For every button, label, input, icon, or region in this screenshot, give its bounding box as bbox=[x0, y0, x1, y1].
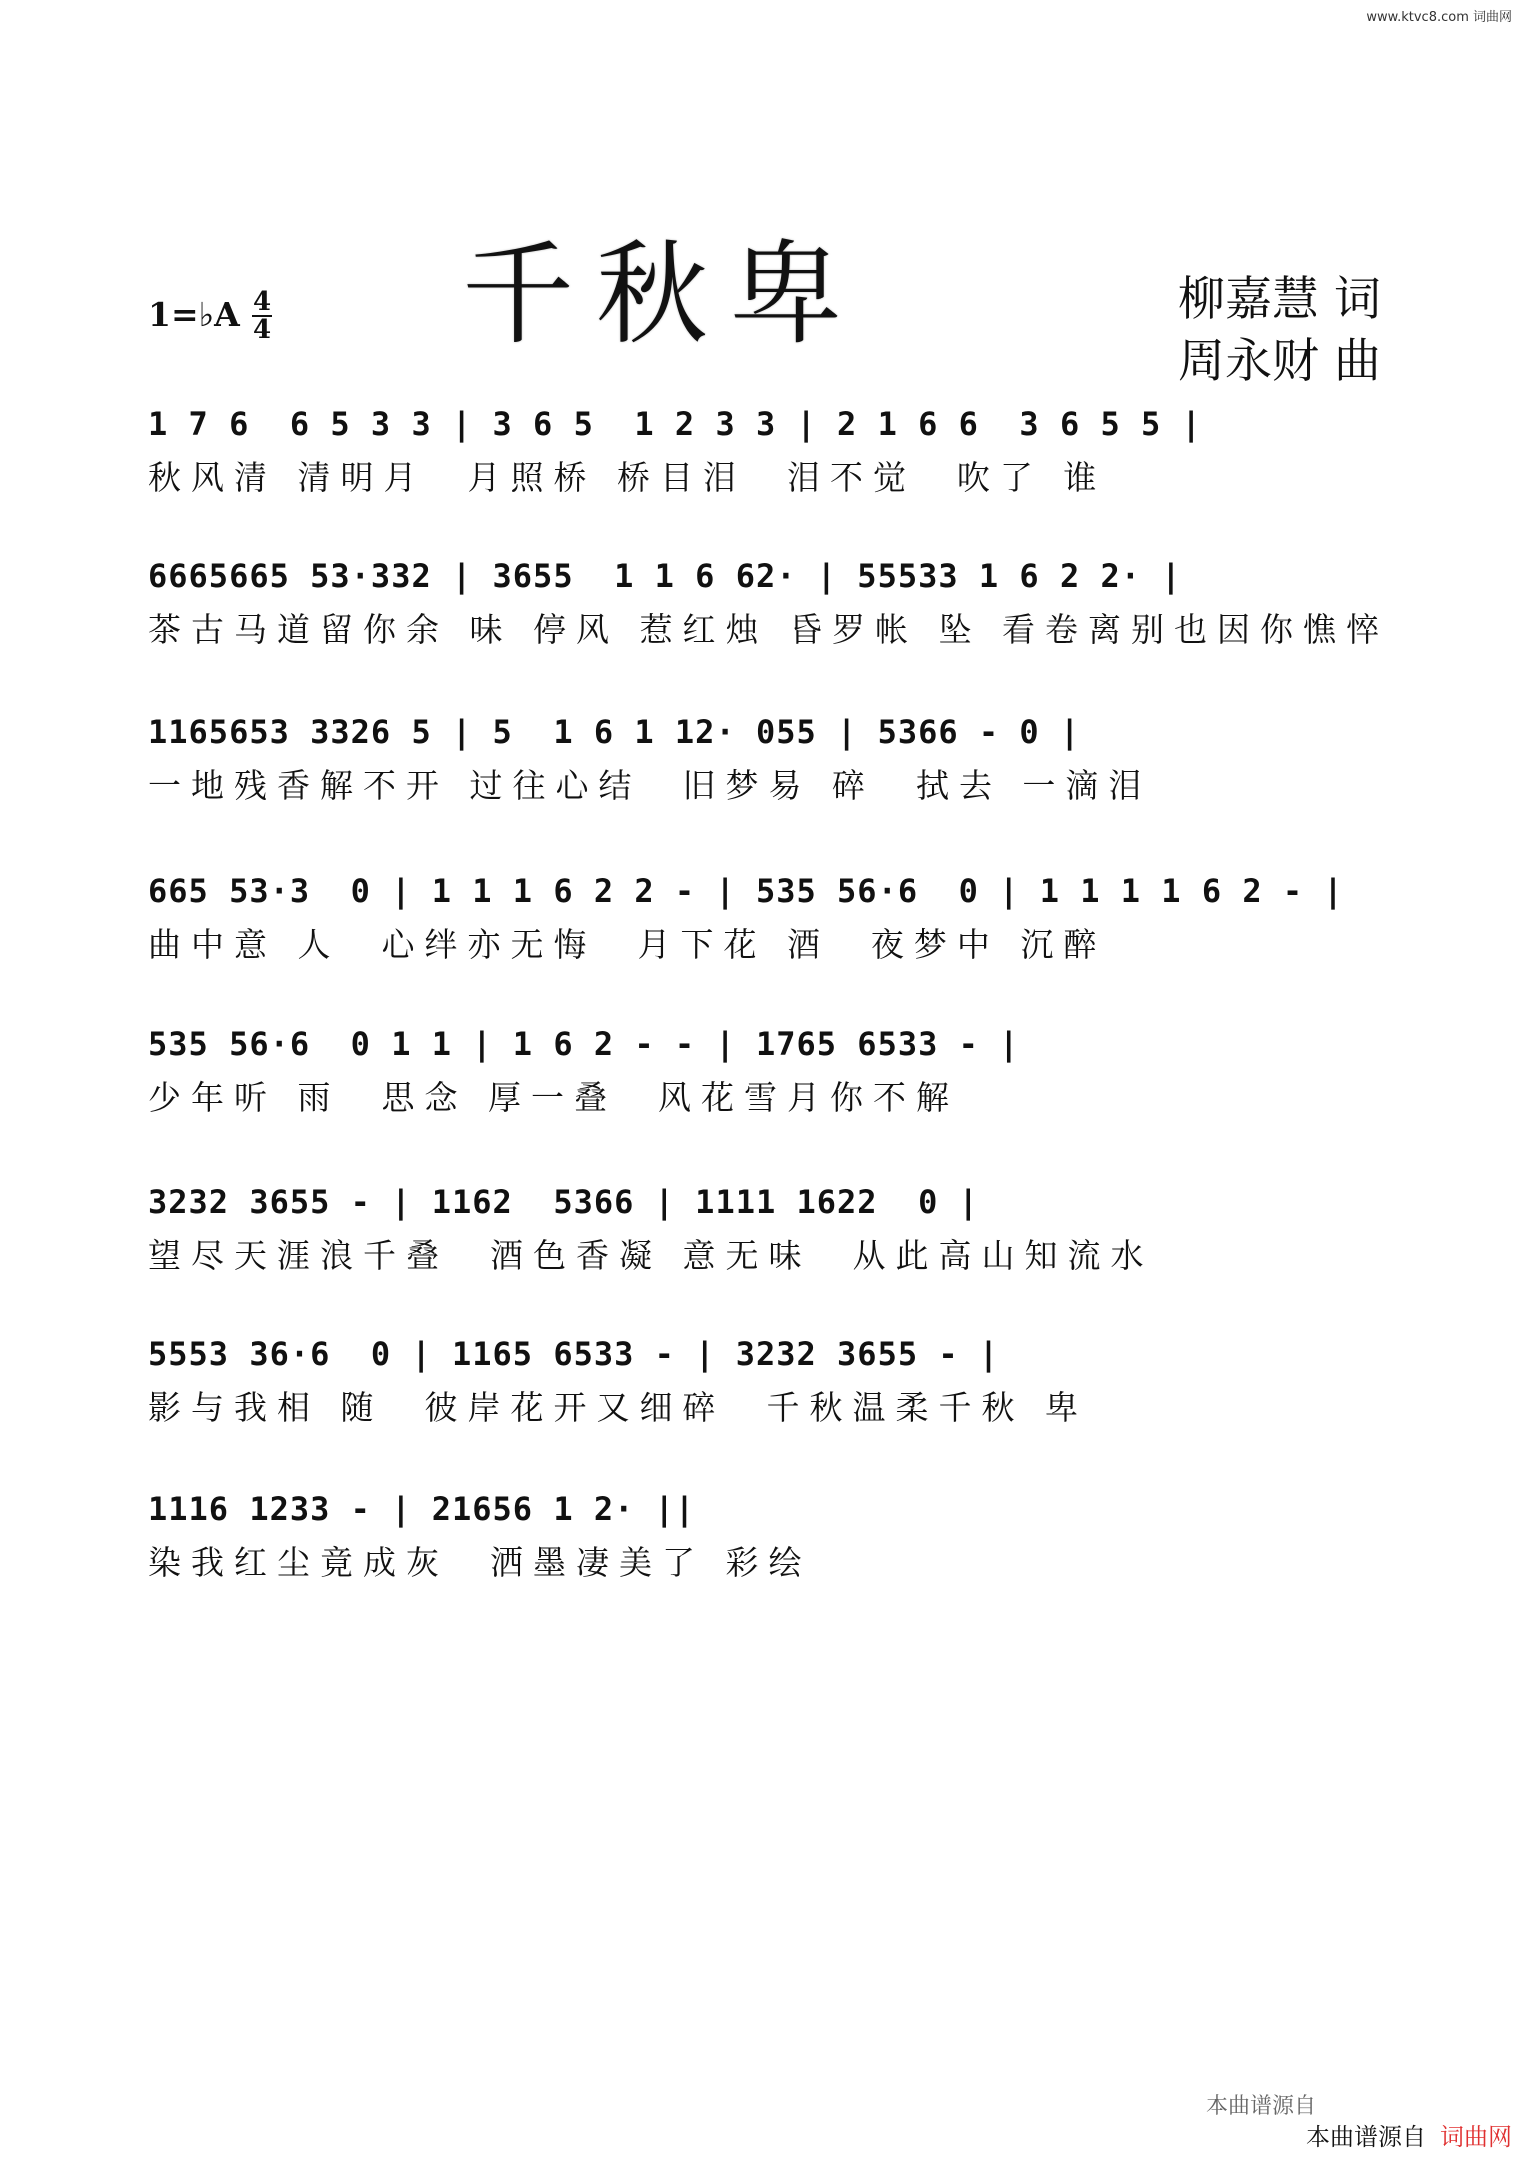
key-signature: 1=♭A bbox=[148, 295, 240, 334]
lyrics-line-7: 影与我相 随 彼岸花开又细碎 千秋温柔千秋 卑 bbox=[148, 1388, 1088, 1427]
footer bbox=[1306, 2117, 1512, 2152]
lyrics-line-5: 少年听 雨 思念 厚一叠 风花雪月你不解 bbox=[148, 1078, 959, 1117]
notes-line-8: 1116 1233 - | 21656 1 2· || bbox=[148, 1490, 696, 1528]
lyrics-line-2: 茶古马道留你余 味 停风 惹红烛 昏罗帐 坠 看卷离别也因你憔悴 bbox=[148, 610, 1389, 649]
time-denominator: 4 bbox=[252, 315, 272, 345]
footer-source-label: 本曲谱源自 bbox=[1306, 2123, 1426, 2151]
notes-line-6: 3232 3655 - | 1162 5366 | 1111 1622 0 | bbox=[148, 1183, 979, 1221]
notes-line-3: 1165653 3326 5 | 5 1 6 1 12· 055 | 5366 - 0 | bbox=[148, 713, 1081, 751]
notes-line-1: 1 7 6 6 5 3 3 | 3 6 5 1 2 3 3 | 2 1 6 6 3 6 5 5 | bbox=[148, 405, 1202, 443]
notes-line-2: 6665665 53·332 | 3655 1 1 6 62· | 55533 1 6 2 2· | bbox=[148, 557, 1182, 595]
footer-faint-source: 本曲谱源自 bbox=[1205, 2094, 1316, 2119]
song-title: 千秋卑 bbox=[462, 230, 864, 360]
time-signature bbox=[252, 287, 272, 345]
time-numerator: 4 bbox=[252, 287, 272, 317]
composer-credit: 周永财 曲 bbox=[1178, 334, 1381, 389]
lyricist-credit: 柳嘉慧 词 bbox=[1178, 272, 1381, 327]
notes-line-7: 5553 36·6 0 | 1165 6533 - | 3232 3655 - | bbox=[148, 1335, 1000, 1373]
footer-site-link[interactable]: 词曲网 bbox=[1440, 2123, 1512, 2151]
notes-line-5: 535 56·6 0 1 1 | 1 6 2 - - | 1765 6533 - | bbox=[148, 1025, 1020, 1063]
site-watermark: www.ktvc8.com 词曲网 bbox=[1366, 10, 1512, 25]
lyrics-line-1: 秋风清 清明月 月照桥 桥目泪 泪不觉 吹了 谁 bbox=[148, 458, 1107, 497]
lyrics-line-3: 一地残香解不开 过往心结 旧梦易 碎 拭去 一滴泪 bbox=[148, 766, 1152, 805]
lyrics-line-4: 曲中意 人 心绊亦无悔 月下花 酒 夜梦中 沉醉 bbox=[148, 925, 1107, 964]
notes-line-4: 665 53·3 0 | 1 1 1 6 2 2 - | 535 56·6 0 | 1 1 1 1 6 2 - | bbox=[148, 872, 1344, 910]
lyrics-line-8: 染我红尘竟成灰 洒墨凄美了 彩绘 bbox=[148, 1543, 812, 1582]
lyrics-line-6: 望尽天涯浪千叠 酒色香凝 意无味 从此高山知流水 bbox=[148, 1236, 1154, 1275]
